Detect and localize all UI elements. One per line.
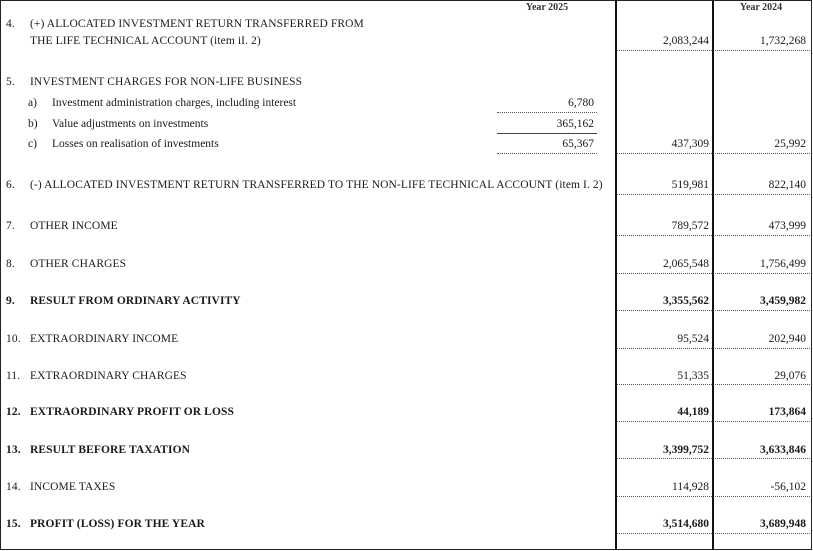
subitem-b: b) Value adjustments on investments: [28, 118, 209, 130]
underline: [715, 235, 810, 236]
row-label: 5. INVESTMENT CHARGES FOR NON-LIFE BUSINESS: [6, 76, 303, 88]
value-2025: 437,309: [671, 138, 709, 150]
value-2024: 822,140: [768, 179, 806, 191]
row-label: 4. (+) ALLOCATED INVESTMENT RETURN TRANSFERRED FROM: [6, 18, 364, 30]
value-2024: 25,992: [774, 138, 806, 150]
subitem-c: c) Losses on realisation of investments: [28, 138, 219, 150]
row-label: 10. EXTRAORDINARY INCOME: [6, 333, 179, 345]
row-label: 15. PROFIT (LOSS) FOR THE YEAR: [6, 518, 205, 530]
underline: [617, 496, 712, 497]
underline: [617, 421, 712, 422]
row-label: 12. EXTRAORDINARY PROFIT OR LOSS: [6, 406, 234, 418]
value-2025: 3,514,680: [663, 518, 709, 530]
underline: [617, 273, 712, 274]
header-year-2024: Year 2024: [739, 2, 783, 13]
underline: [715, 50, 810, 51]
value-2024: 1,732,268: [760, 35, 806, 47]
value-2025: 3,399,752: [663, 444, 709, 456]
row-label-line2: THE LIFE TECHNICAL ACCOUNT (item iI. 2): [30, 35, 261, 47]
underline: [617, 348, 712, 349]
underline: [715, 384, 810, 385]
value-2025: 789,572: [671, 220, 709, 232]
underline: [617, 50, 712, 51]
row-label: 14. INCOME TAXES: [6, 481, 116, 493]
row-label: 6. (-) ALLOCATED INVESTMENT RETURN TRANSFERRED TO THE NON-LIFE TECHNICAL ACCOUNT (item I. 2): [6, 179, 603, 191]
value-2025: 2,065,548: [663, 258, 709, 270]
value-2025: 51,335: [677, 370, 709, 382]
sub-underline: [497, 112, 597, 113]
underline: [715, 533, 810, 534]
underline: [715, 348, 810, 349]
value-2024: 173,864: [768, 406, 806, 418]
underline: [617, 310, 712, 311]
underline: [617, 533, 712, 534]
value-2024: 202,940: [768, 333, 806, 345]
row-label: 13. RESULT BEFORE TAXATION: [6, 444, 191, 456]
underline: [715, 458, 810, 459]
value-2024: 29,076: [774, 370, 806, 382]
value-2025: 95,524: [677, 333, 709, 345]
value-2025: 44,189: [677, 406, 709, 418]
row-label: 11. EXTRAORDINARY CHARGES: [6, 370, 187, 382]
value-2025: 114,928: [672, 481, 709, 493]
row-label: 9. RESULT FROM ORDINARY ACTIVITY: [6, 295, 241, 307]
value-2025: 519,981: [671, 179, 709, 191]
sub-underline: [497, 153, 597, 154]
underline: [617, 384, 712, 385]
subitem-a: a) Investment administration charges, including interest: [28, 97, 297, 109]
value-2024: 1,756,499: [760, 258, 806, 270]
underline: [715, 496, 810, 497]
value-2025: 3,355,562: [663, 295, 709, 307]
value-2024: 3,459,982: [760, 295, 806, 307]
header-year-2025: Year 2025: [525, 2, 569, 13]
underline: [617, 235, 712, 236]
subitem-a-value: 6,780: [568, 97, 594, 109]
row-label: 8. OTHER CHARGES: [6, 258, 127, 270]
row-label: 7. OTHER INCOME: [6, 220, 118, 232]
value-2024: 3,689,948: [760, 518, 806, 530]
underline: [715, 153, 810, 154]
value-2024: 3,633,846: [760, 444, 806, 456]
subitem-b-value: 365,162: [556, 118, 594, 130]
subitem-c-value: 65,367: [562, 138, 594, 150]
column-divider-2024: [712, 0, 714, 550]
value-2024: -56,102: [770, 481, 806, 493]
underline: [617, 153, 712, 154]
underline: [715, 194, 810, 195]
column-divider-2025: [615, 0, 617, 550]
value-2025: 2,083,244: [663, 35, 709, 47]
underline: [617, 194, 712, 195]
sub-underline: [497, 133, 597, 134]
value-2024: 473,999: [768, 220, 806, 232]
underline: [617, 458, 712, 459]
underline: [715, 273, 810, 274]
underline: [715, 310, 810, 311]
underline: [715, 421, 810, 422]
